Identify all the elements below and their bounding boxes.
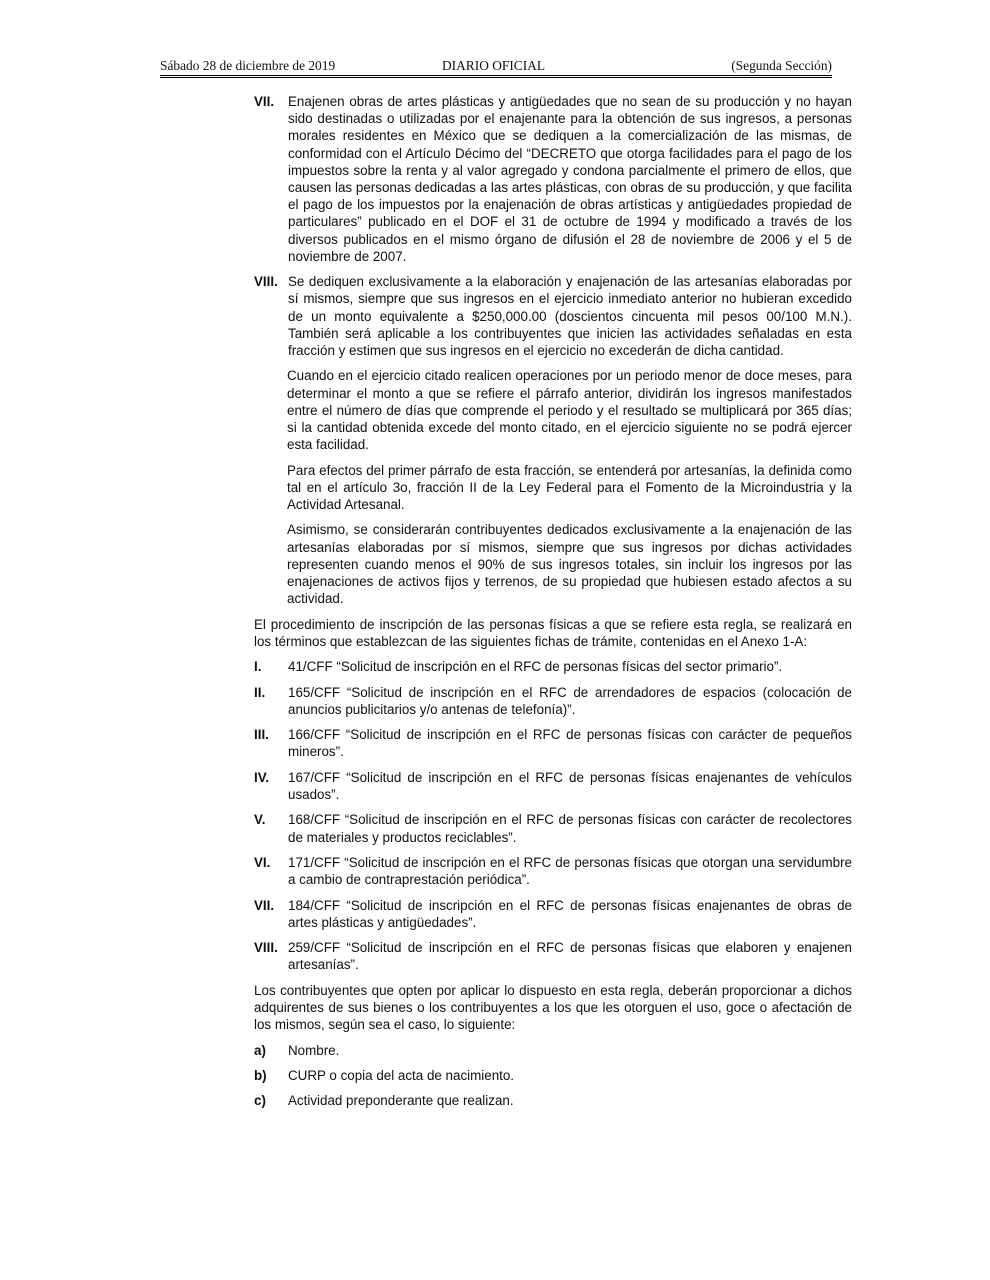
sub-paragraph: Para efectos del primer párrafo de esta fracción, se entenderá por artesanías, la definida como tal en el artículo 3o, fracción II de la Ley Federal para el Fomento de la Microindustria y la Actividad Artesanal. — [287, 462, 852, 513]
ficha-text: 184/CFF “Solicitud de inscripción en el RFC de personas físicas enajenantes de obras de artes plásticas y antigüedades”. — [288, 897, 852, 930]
ficha-label: III. — [254, 727, 269, 743]
header-publication: DIARIO OFICIAL — [442, 58, 546, 73]
inciso-text: CURP o copia del acta de nacimiento. — [288, 1067, 515, 1083]
ficha-text: 167/CFF “Solicitud de inscripción en el RFC de personas físicas enajenantes de vehículos usados”. — [288, 769, 852, 802]
inciso-text: Actividad preponderante que realizan. — [288, 1093, 514, 1109]
ficha-item — [254, 684, 852, 718]
contribuyentes-paragraph: Los contribuyentes que opten por aplicar lo dispuesto en esta regla, deberán proporcionar a dichos adquirentes de sus bienes o los contribuyentes a los que les otorguen el uso, goce o afectación de los mismos, según sea el caso, lo siguiente: — [254, 982, 852, 1033]
page-header — [160, 58, 832, 76]
document-body — [254, 93, 852, 1118]
fraccion-label: VIII. — [254, 274, 278, 290]
ficha-item — [254, 939, 852, 973]
ficha-item — [254, 811, 852, 845]
fraccion-text: Se dediquen exclusivamente a la elaboración y enajenación de las artesanías elaboradas por sí mismos, siempre que sus ingresos en el ejercicio inmediato anterior no hubieran excedido de un monto equivalente a $250,000.00 (doscientos cincuenta mil pesos 00/100 M.N.). También será aplicable a los contribuyentes que inicien las actividades señaladas en esta fracción y estimen que sus ingresos en el ejercicio no excederán de dicha cantidad. — [288, 274, 852, 359]
ficha-label: V. — [254, 812, 266, 828]
ficha-label: VI. — [254, 854, 271, 870]
ficha-label: VII. — [254, 897, 275, 913]
fraccion-label: VII. — [254, 94, 275, 109]
ficha-item — [254, 854, 852, 888]
ficha-label: II. — [254, 684, 266, 700]
sub-paragraph: Cuando en el ejercicio citado realicen operaciones por un periodo menor de doce meses, para determinar el monto a que se refiere el párrafo anterior, dividirán los ingresos manifestados entre el número de días que comprende el periodo y el resultado se multiplicará por 365 días; si la cantidad obtenida excede del monto citado, en el ejercicio siguiente no se podrá ejercer esta facilidad. — [287, 368, 852, 453]
ficha-text: 168/CFF “Solicitud de inscripción en el RFC de personas físicas con carácter de recolectores de materiales y productos reciclables”. — [288, 812, 852, 845]
ficha-item — [254, 897, 852, 931]
inciso-item — [254, 1092, 852, 1109]
ficha-item — [254, 726, 852, 760]
inciso-item — [254, 1042, 852, 1059]
ficha-text: 41/CFF “Solicitud de inscripción en el RFC de personas físicas del sector primario”. — [288, 659, 783, 675]
inciso-label: b) — [254, 1067, 267, 1083]
header-section: (Segunda Sección) — [731, 58, 832, 73]
fraccion-item — [254, 93, 852, 265]
procedimiento-paragraph: El procedimiento de inscripción de las personas físicas a que se refiere esta regla, se realizará en los términos que establezcan de las siguientes fichas de trámite, contenidas en el Anexo 1-A: — [254, 616, 852, 649]
fraccion-item — [254, 273, 852, 359]
ficha-label: IV. — [254, 769, 270, 785]
ficha-item — [254, 658, 852, 675]
ficha-text: 166/CFF “Solicitud de inscripción en el RFC de personas físicas con carácter de pequeños mineros”. — [288, 727, 852, 760]
header-date: Sábado 28 de diciembre de 2019 — [160, 58, 336, 73]
ficha-label: I. — [254, 659, 262, 675]
ficha-text: 259/CFF “Solicitud de inscripción en el RFC de personas físicas que elaboren y enajenen artesanías”. — [288, 940, 852, 973]
inciso-text: Nombre. — [288, 1042, 340, 1058]
sub-paragraph: Asimismo, se considerarán contribuyentes dedicados exclusivamente a la enajenación de las artesanías elaboradas por sí mismos, siempre que sus ingresos por dichas actividades representen cuando menos el 90% de sus ingresos totales, sin incluir los ingresos por las enajenaciones de activos fijos y terrenos, de su propiedad que hubiesen estado afectos a su actividad. — [287, 522, 852, 607]
header-rule — [160, 77, 832, 78]
inciso-label: a) — [254, 1042, 266, 1058]
inciso-label: c) — [254, 1093, 266, 1109]
ficha-label: VIII. — [254, 940, 278, 956]
ficha-item — [254, 769, 852, 803]
ficha-text: 171/CFF “Solicitud de inscripción en el RFC de personas físicas que otorgan una servidumbre a cambio de contraprestación periódica”. — [288, 854, 852, 888]
header-rule — [160, 75, 832, 76]
inciso-item — [254, 1067, 852, 1084]
fraccion-text: Enajenen obras de artes plásticas y antigüedades que no sean de su producción y no hayan sido destinadas o utilizadas por el enajenante para la obtención de sus ingresos, a personas morales residentes en México que se dediquen a la comercialización de las mismas, de conformidad con el Artículo Décimo del “DECRETO que otorga facilidades para el pago de los impuestos sobre la renta y al valor agregado y condona parcialmente el primero de ellos, que causen las personas dedicadas a las artes plásticas, con obras de su producción, y que facilita el pago de los impuestos por la enajenación de obras artísticas y antigüedades propiedad de particulares” publicado en el DOF el 31 de octubre de 1994 y modificado a través de los diversos publicados en el mismo órgano de difusión el 28 de noviembre de 2006 y el 5 de noviembre de 2007. — [288, 94, 852, 264]
ficha-text: 165/CFF “Solicitud de inscripción en el RFC de arrendadores de espacios (colocación de anuncios publicitarios y/o antenas de telefonía)”. — [288, 684, 852, 717]
